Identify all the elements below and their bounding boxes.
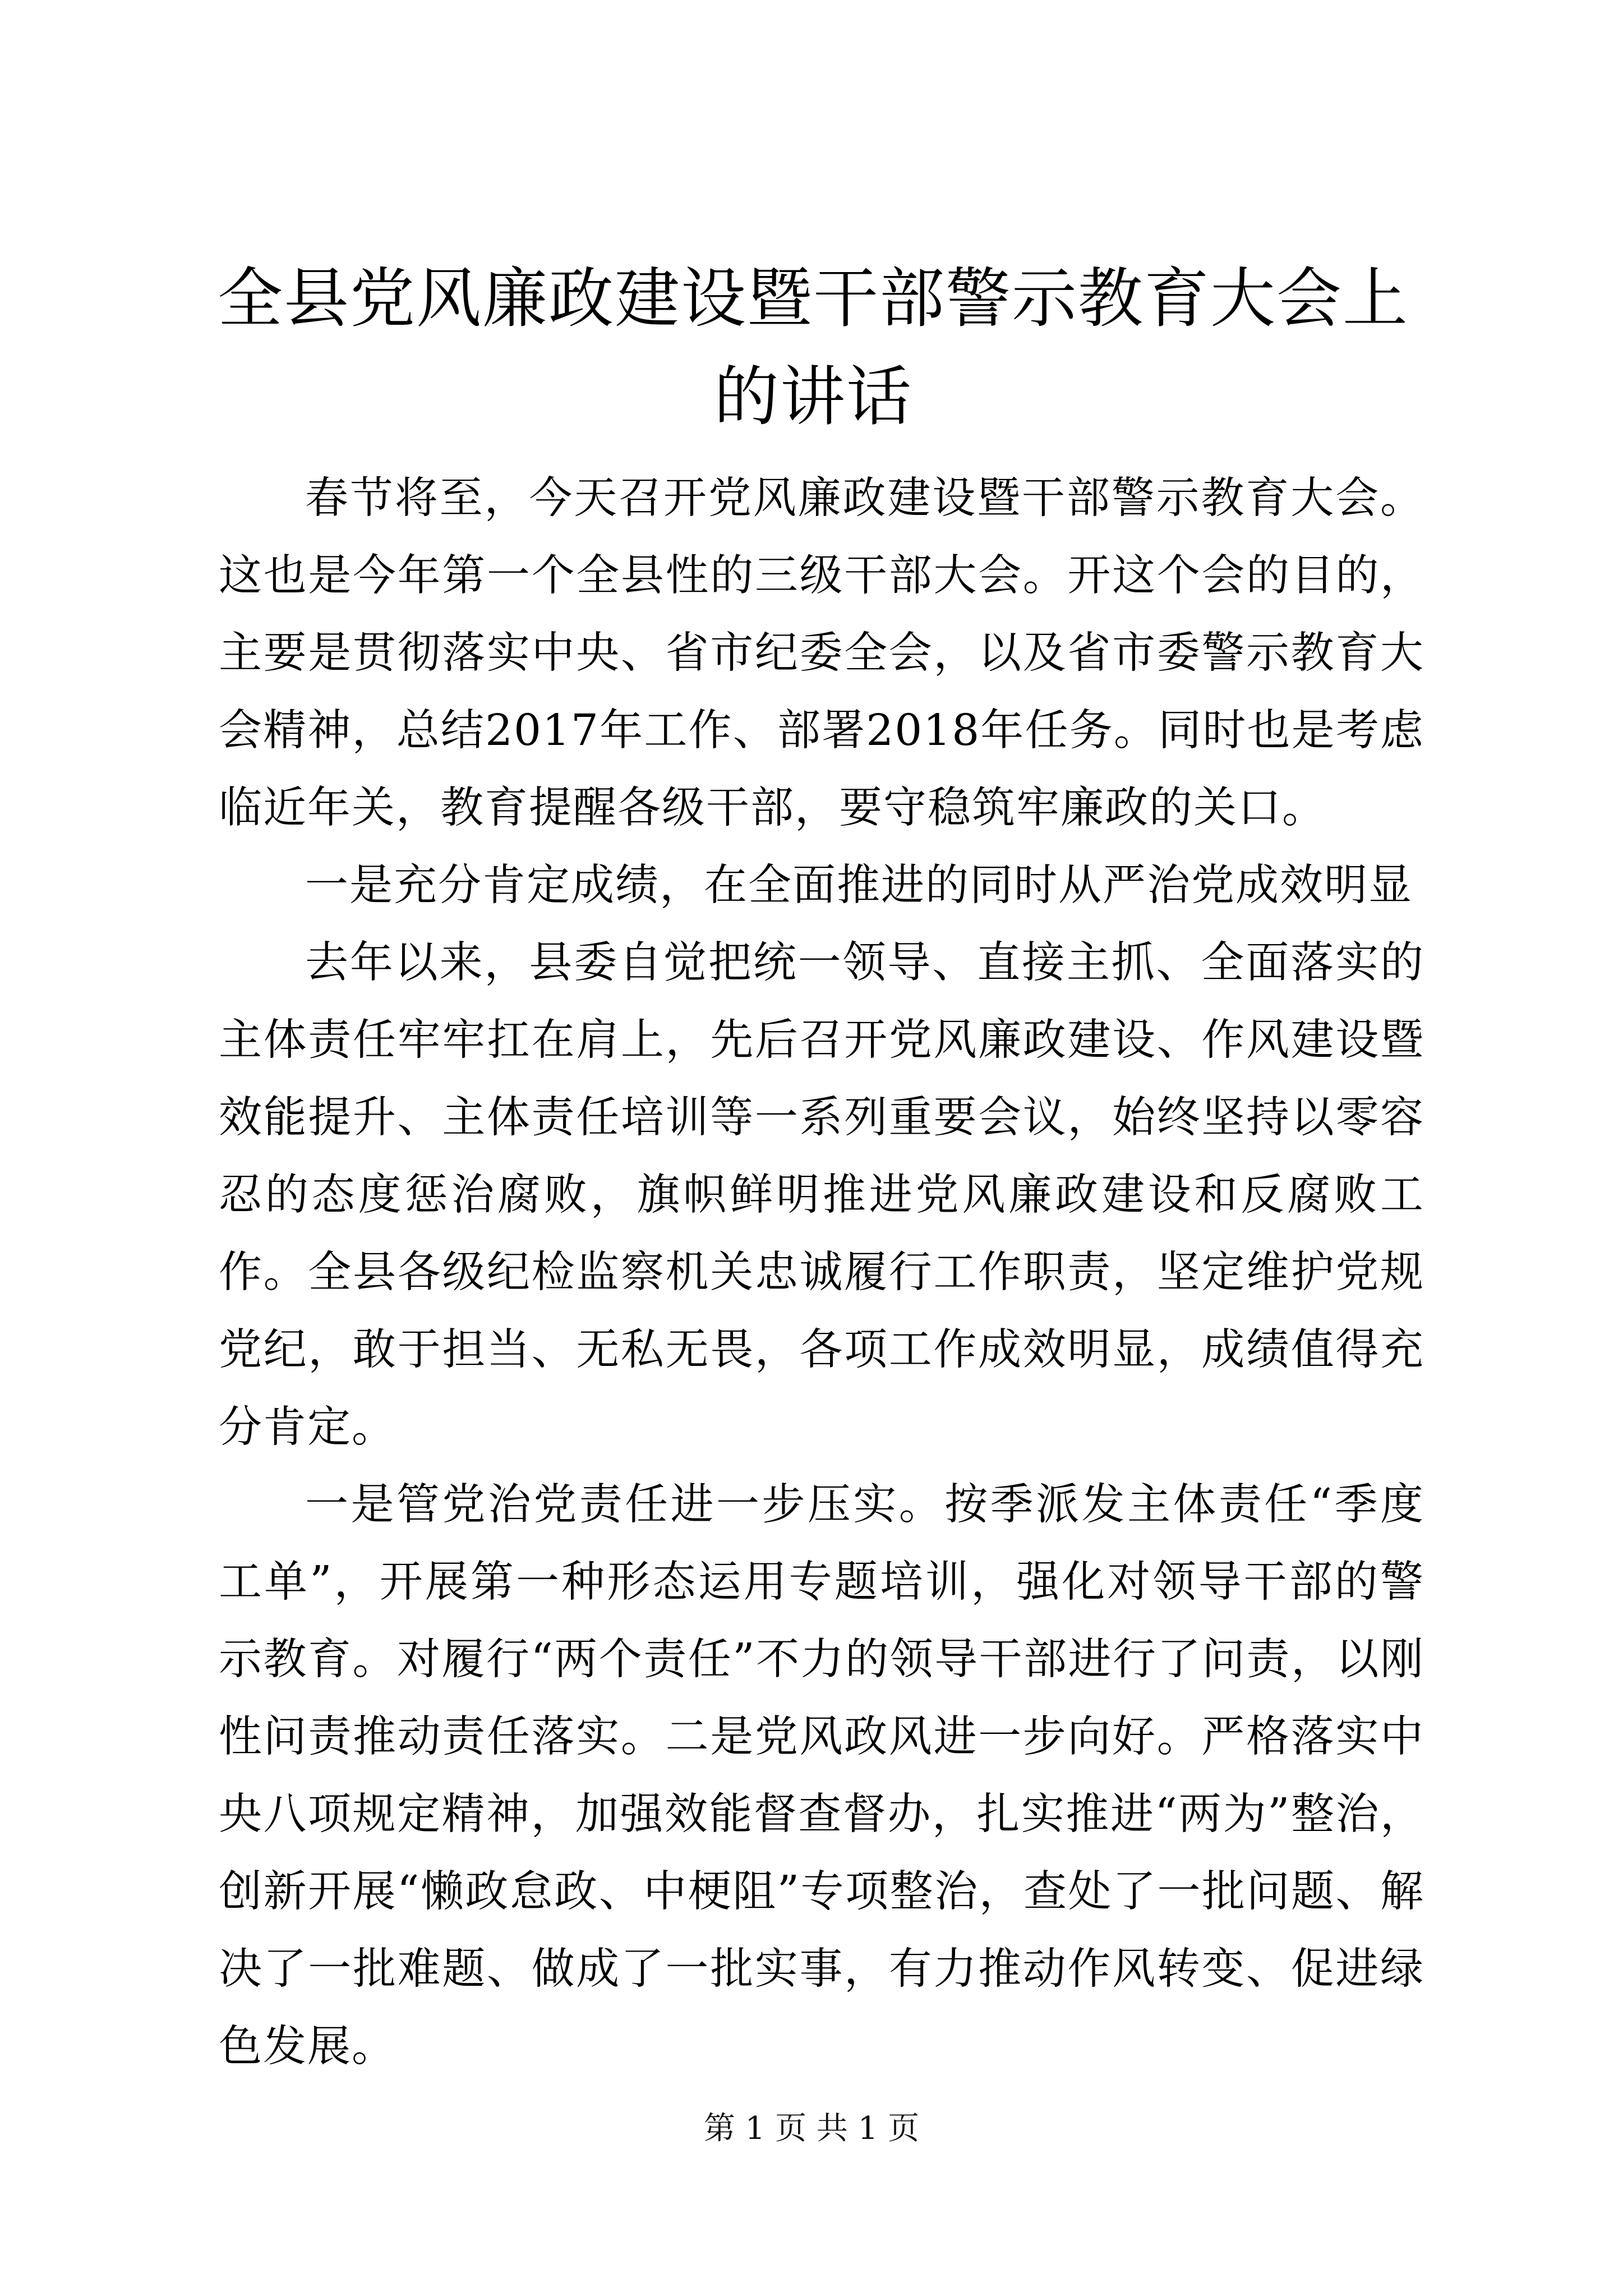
document-title: 全县党风廉政建设暨干部警示教育大会上的讲话 (218, 261, 1409, 435)
section-heading: 一是充分肯定成绩，在全面推进的同时从严治党成效明显 (305, 861, 1413, 910)
page-footer: 第 1 页 共 1 页 (703, 2110, 920, 2147)
paragraph-achievements: 去年以来，县委自觉把统一领导、直接主抓、全面落实的主体责任牢牢扛在肩上，先后召开党风廉政建设、作风建设暨效能提升、主体责任培训等一系列重要会议，始终坚持以零容忍的态度惩治腐败，旗帜鲜明推进党风廉政建设和反腐败工作。全县各级纪检监察机关忠诚履行工作职责，坚定维护党规党纪，敢于担当、无私无畏，各项工作成效明显，成绩值得充分肯定。 (219, 938, 1424, 1452)
paragraph-details: 一是管党治党责任进一步压实。按季派发主体责任“季度工单”，开展第一种形态运用专题培训，强化对领导干部的警示教育。对履行“两个责任”不力的领导干部进行了问责，以刚性问责推动责任落实。二是党风政风进一步向好。严格落实中央八项规定精神，加强效能督查督办，扎实推进“两为”整治，创新开展“懒政怠政、中梗阻”专项整治，查处了一批问题、解决了一批难题、做成了一批实事，有力推动作风转变、促进绿色发展。 (219, 1480, 1424, 2072)
paragraph-intro: 春节将至，今天召开党风廉政建设暨干部警示教育大会。这也是今年第一个全县性的三级干部大会。开这个会的目的，主要是贯彻落实中央、省市纪委全会，以及省市委警示教育大会精神，总结2017年工作、部署2018年任务。同时也是考虑临近年关，教育提醒各级干部，要守稳筑牢廉政的关口。 (219, 473, 1424, 833)
document-body (219, 460, 1424, 2086)
